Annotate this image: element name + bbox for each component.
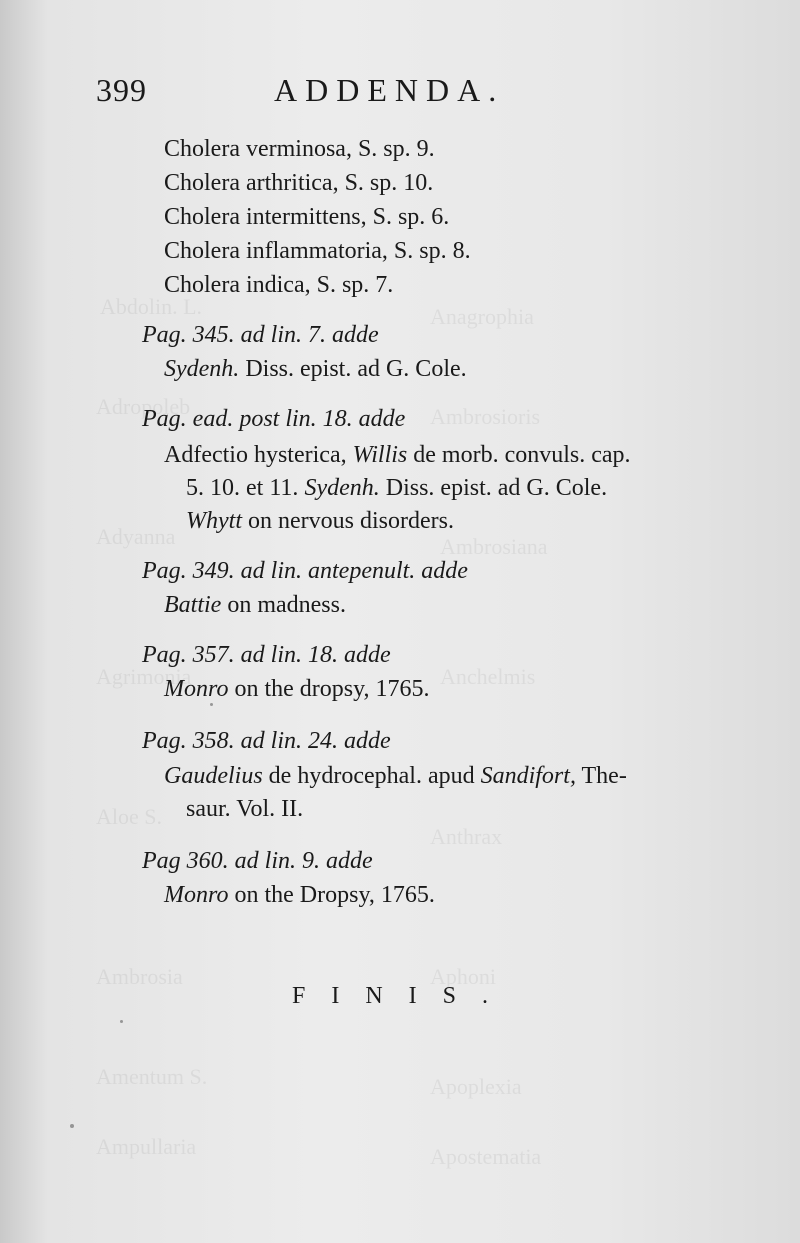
author-name: Monro bbox=[164, 882, 229, 908]
addendum-line bbox=[186, 794, 303, 824]
author-name: Willis bbox=[352, 442, 408, 468]
addendum-line bbox=[164, 440, 631, 470]
addendum-reference bbox=[142, 640, 391, 670]
citation-text: Diss. epist. ad G. Cole. bbox=[379, 475, 608, 501]
cholera-item: Cholera intermittens, S. sp. 6. bbox=[164, 204, 450, 230]
author-name: Sydenh. bbox=[304, 475, 380, 501]
author-name: Battie bbox=[164, 592, 222, 618]
addendum-reference bbox=[142, 556, 468, 586]
citation-text: Diss. epist. ad G. Cole. bbox=[239, 356, 467, 382]
book-page: Abdolin. L. Anagrophia Adropoleb Ambrosioris Adyanna Ambrosiana Agrimonia Anchelmis Aloe S. Anthrax Ambrosia Aphoni Amentum S. Apoplexia Ampullaria Apostematia 399 ADDENDA. Cholera verminosa, S. sp. 9. Cholera arthritica, S. sp. 10. Cholera intermittens, S. sp. 6. Cholera inflammatoria, S. sp. 8. Cholera indica, S. sp. 7. Pag. 345. ad lin. 7. adde Sydenh. Diss. epist. ad G. Cole. Pag. ead. post lin. 18. adde Adfectio hysterica, Willis de morb. convuls. cap. 5. 10. et 11. Sydenh. Diss. epist. ad G. Cole. Whytt on nervous disorders. Pag. 349. ad lin. antepenult. adde Battie on madness. Pag. 357. ad lin. 18. adde Monro on the dropsy, 1765. Pag. 358. ad lin. 24. adde Gaudelius de hydrocephal. apud Sandifort, The- saur. Vol. II. Pag 360. ad lin. 9. adde Monro on the Dropsy, 1765. FINIS. bbox=[0, 0, 800, 1243]
addendum-line bbox=[164, 674, 430, 704]
addendum-reference bbox=[142, 846, 373, 876]
addendum-line bbox=[164, 590, 346, 620]
citation-text: de morb. convuls. cap. bbox=[407, 442, 631, 468]
running-head: ADDENDA. bbox=[274, 72, 505, 108]
cholera-item: Cholera indica, S. sp. 7. bbox=[164, 272, 394, 298]
paper-speck bbox=[70, 1124, 74, 1128]
reference-text: Pag bbox=[142, 322, 181, 348]
addendum-line bbox=[186, 506, 454, 536]
author-name: Whytt bbox=[186, 508, 242, 534]
reference-text: Pag. 358. ad lin. 24. adde bbox=[142, 728, 391, 754]
paper-speck bbox=[210, 703, 213, 706]
citation-text: The- bbox=[575, 763, 627, 789]
cholera-item: Cholera inflammatoria, S. sp. 8. bbox=[164, 238, 471, 264]
author-name: Sydenh. bbox=[164, 356, 240, 382]
citation-text: 5. 10. et 11. bbox=[186, 475, 305, 501]
reference-text: Pag 360. ad lin. 9. adde bbox=[142, 848, 373, 874]
citation-text: Adfectio hysterica, bbox=[164, 442, 353, 468]
citation-text: on madness. bbox=[221, 592, 346, 618]
citation-text: de hydrocephal. apud bbox=[262, 763, 481, 789]
page-number: 399 bbox=[96, 72, 147, 108]
citation-text: on nervous disorders. bbox=[241, 508, 454, 534]
reference-text: Pag. ead. post lin. 18. adde bbox=[142, 406, 406, 432]
addendum-line bbox=[164, 880, 435, 910]
page-header bbox=[96, 72, 616, 112]
cholera-item: Cholera verminosa, S. sp. 9. bbox=[164, 136, 435, 162]
author-name: Monro bbox=[164, 676, 229, 702]
reference-text: Pag. 357. ad lin. 18. adde bbox=[142, 642, 391, 668]
addendum-reference bbox=[142, 404, 405, 434]
cholera-item: Cholera arthritica, S. sp. 10. bbox=[164, 170, 434, 196]
reference-location: . 345. ad lin. 7. adde bbox=[180, 322, 379, 348]
citation-text: saur. Vol. II. bbox=[186, 796, 304, 822]
addendum-line bbox=[164, 761, 627, 791]
addendum-reference bbox=[142, 320, 379, 350]
author-name: Sandifort, bbox=[480, 763, 576, 789]
finis-mark: FINIS. bbox=[292, 983, 515, 1009]
addendum-reference bbox=[142, 726, 391, 756]
addendum-line bbox=[186, 473, 607, 503]
citation-text: on the Dropsy, 1765. bbox=[228, 882, 435, 908]
paper-speck bbox=[120, 1020, 123, 1023]
author-name: Gaudelius bbox=[164, 763, 263, 789]
addendum-line bbox=[164, 354, 467, 384]
reference-text: Pag. 349. ad lin. antepenult. adde bbox=[142, 558, 468, 584]
citation-text: on the dropsy, 1765. bbox=[228, 676, 430, 702]
